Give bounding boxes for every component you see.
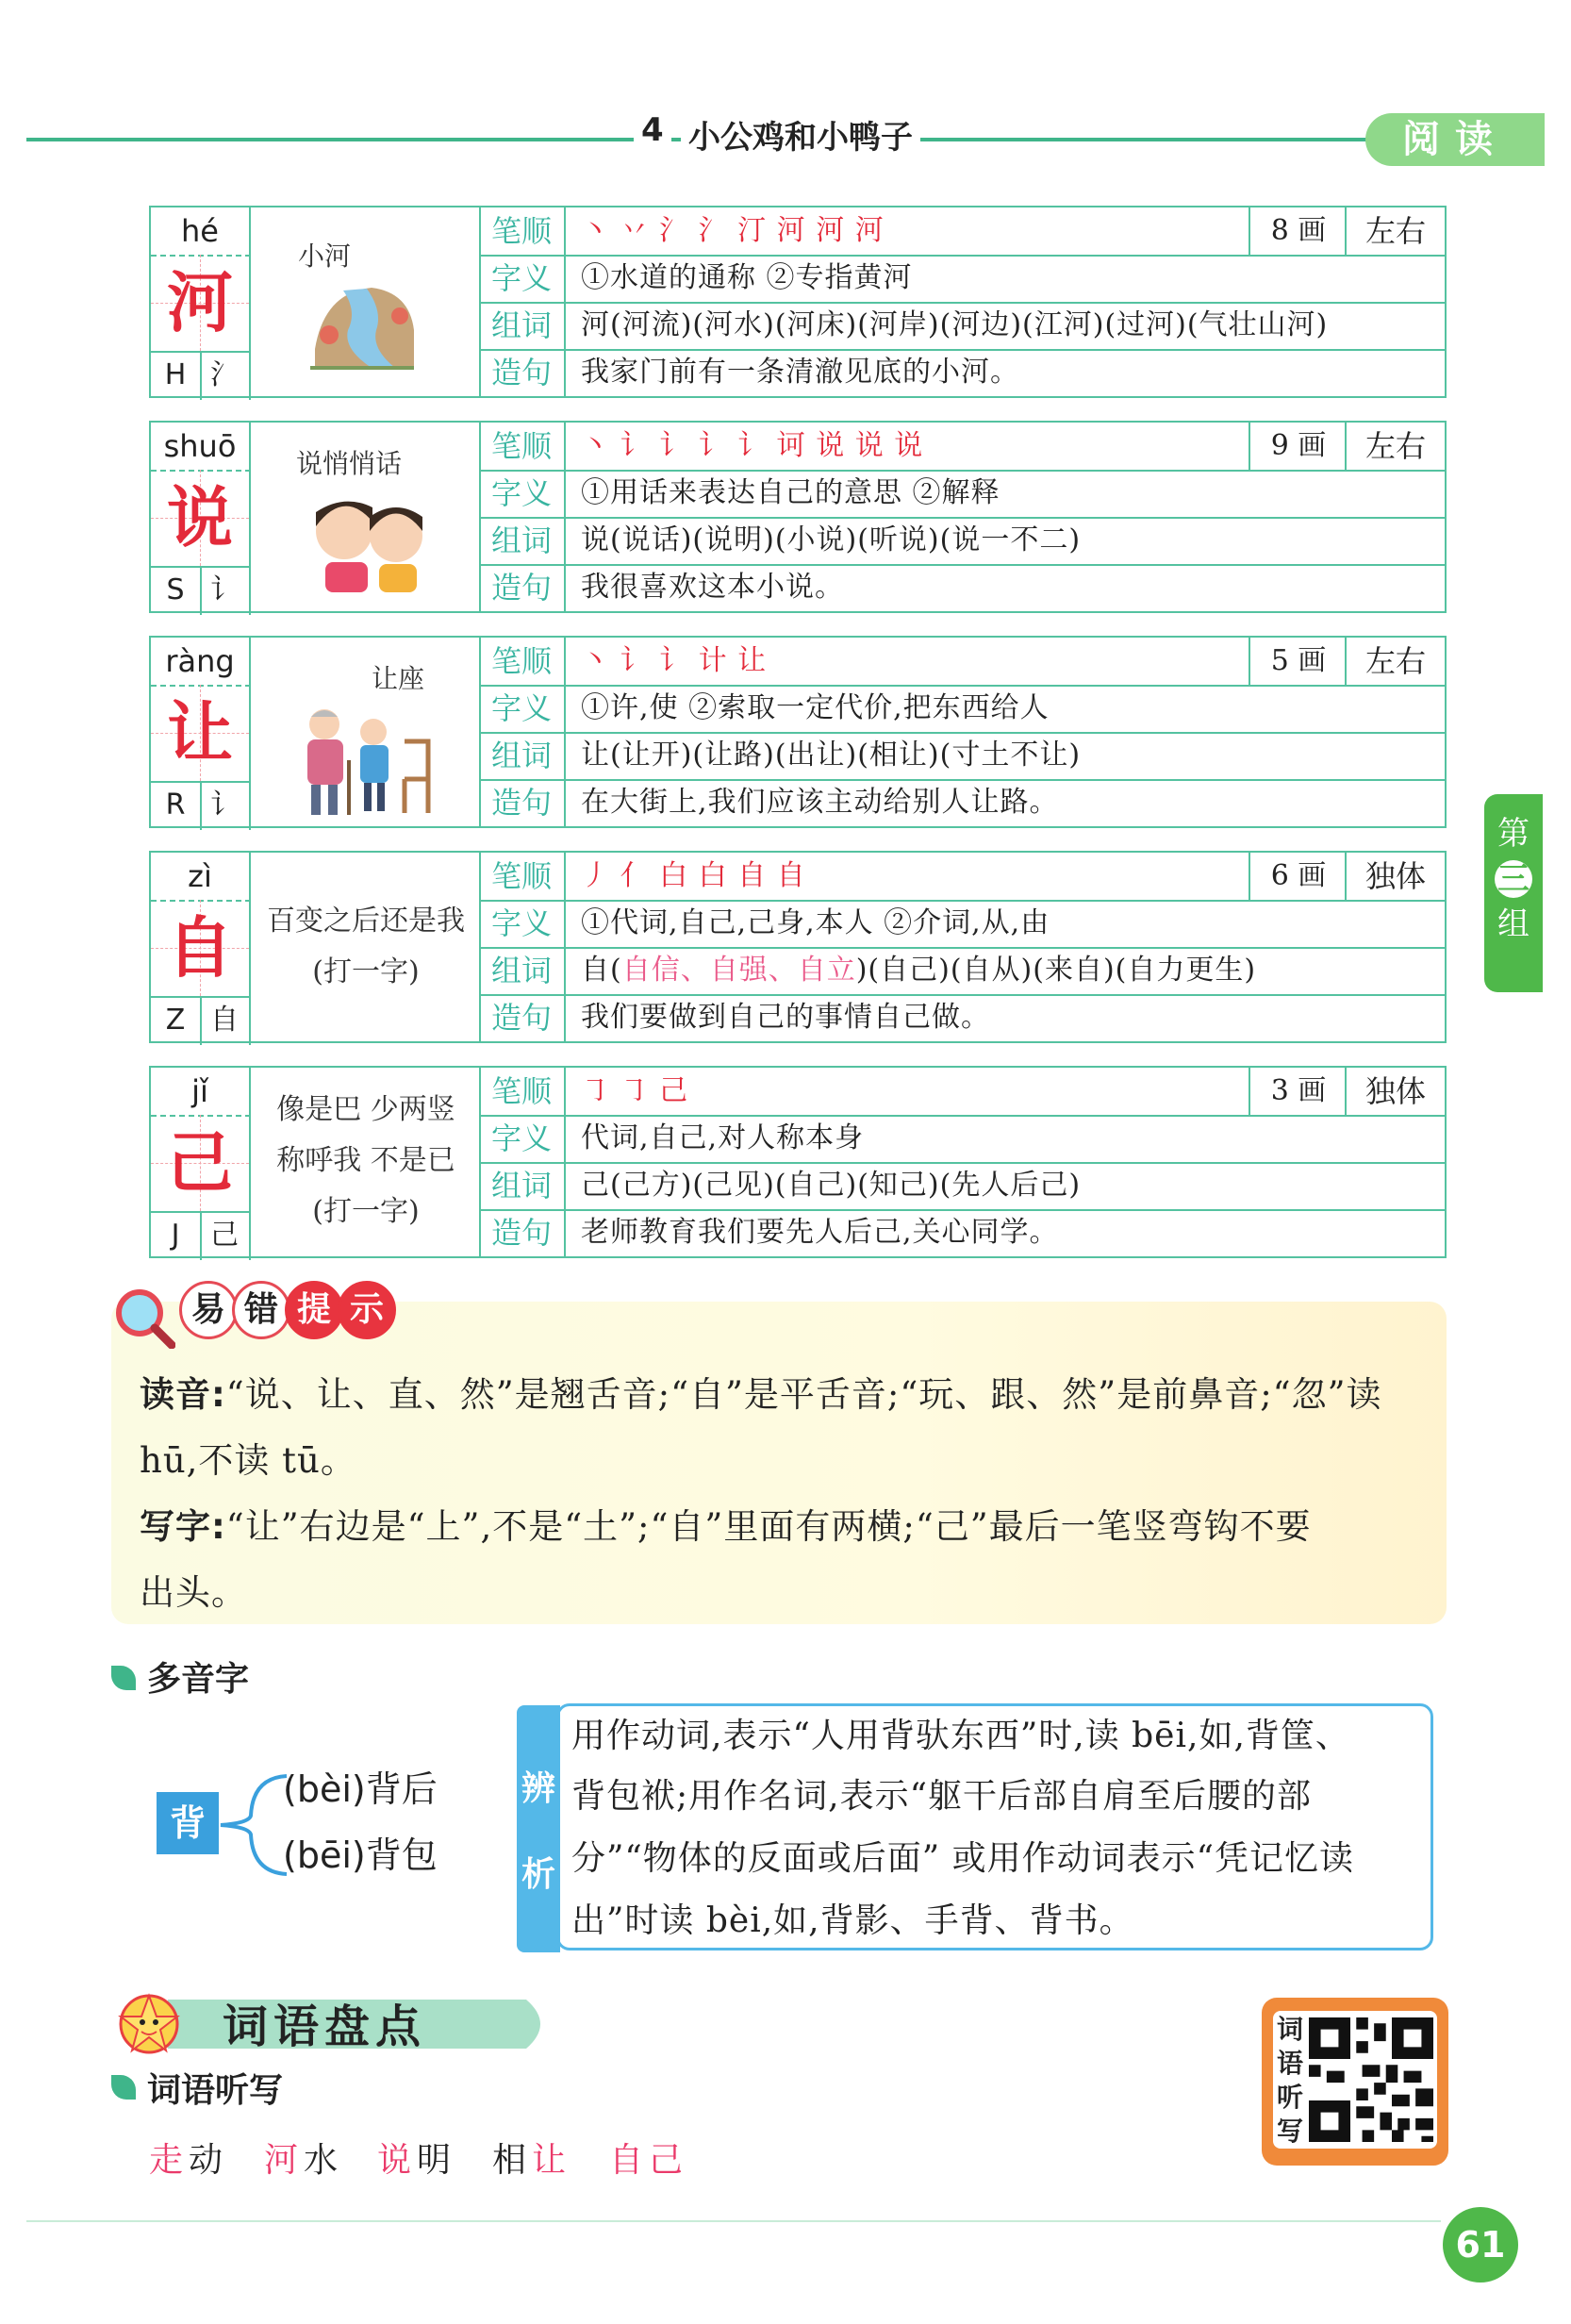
char-card-zi bbox=[149, 851, 1447, 1043]
magnifier-icon bbox=[111, 1285, 175, 1349]
char-card-ji bbox=[149, 1066, 1447, 1258]
label-strokes: 笔顺 bbox=[479, 853, 566, 900]
qr-label: 词 语 听 写 bbox=[1277, 2014, 1304, 2147]
pinyin: shuō bbox=[151, 423, 251, 472]
stroke-order: 丶 丷 氵 氵 汀 河 河 河 bbox=[581, 214, 885, 247]
label-sentence: 造句 bbox=[479, 564, 566, 611]
side-tab-top: 第 bbox=[1497, 815, 1530, 853]
hanzi: 自 bbox=[151, 900, 251, 996]
label-meaning: 字义 bbox=[479, 255, 566, 302]
section-tab: 阅读 bbox=[1365, 113, 1545, 166]
page-number: 61 bbox=[1443, 2207, 1518, 2282]
meaning: ①代词,自己,己身,本人 ②介词,从,由 bbox=[581, 906, 1050, 939]
initial-letter: J bbox=[151, 1211, 202, 1260]
label-words: 组词 bbox=[479, 732, 566, 779]
word-combos: 让(让开)(让路)(出让)(相让)(寸土不让) bbox=[581, 739, 1082, 772]
label-strokes: 笔顺 bbox=[479, 208, 566, 255]
char-info-rows bbox=[479, 853, 1445, 1043]
char-card-shuo bbox=[149, 421, 1447, 613]
leaf-icon bbox=[111, 1666, 136, 1690]
children-whispering-illustration bbox=[302, 489, 434, 592]
riddle-panel bbox=[249, 1068, 481, 1258]
structure: 独体 bbox=[1345, 853, 1445, 900]
unit-side-tab bbox=[1484, 794, 1543, 992]
word-combos: 河(河流)(河水)(河床)(河岸)(河边)(江河)(过河)(气壮山河) bbox=[581, 308, 1329, 341]
char-info-rows bbox=[479, 1068, 1445, 1258]
char-card-he bbox=[149, 206, 1447, 398]
pinyin: hé bbox=[151, 208, 251, 257]
meaning: 代词,自己,对人称本身 bbox=[581, 1121, 865, 1154]
illustration-caption: 让座 bbox=[372, 663, 425, 694]
label-sentence: 造句 bbox=[479, 994, 566, 1041]
side-tab-middle: 三 bbox=[1495, 860, 1532, 898]
lesson-title: 小公鸡和小鸭子 bbox=[681, 111, 920, 158]
example-sentence: 我很喜欢这本小说。 bbox=[581, 571, 844, 604]
stroke-count: 3 画 bbox=[1249, 1068, 1347, 1115]
label-meaning: 字义 bbox=[479, 470, 566, 517]
initial-letter: S bbox=[151, 566, 202, 615]
char-info-rows bbox=[479, 423, 1445, 613]
vocab-word: 走动 bbox=[149, 2141, 229, 2180]
analysis-line-2: 背包袱;用作名词,表示“躯干后部自肩至后腰的部 bbox=[571, 1777, 1312, 1816]
label-words: 组词 bbox=[479, 1162, 566, 1209]
polyphone-char: 背 bbox=[157, 1792, 219, 1854]
structure: 左右 bbox=[1345, 638, 1445, 685]
structure: 独体 bbox=[1345, 1068, 1445, 1115]
structure: 左右 bbox=[1345, 423, 1445, 470]
vocab-word: 说明 bbox=[377, 2141, 457, 2180]
brace-icon bbox=[215, 1768, 290, 1882]
vocab-word: 自己 bbox=[609, 2141, 689, 2180]
meaning: ①用话来表达自己的意思 ②解释 bbox=[581, 476, 1000, 509]
river-illustration bbox=[306, 274, 419, 377]
stroke-count: 5 画 bbox=[1249, 638, 1347, 685]
word-combos: 自(自信、自强、自立)(自己)(自从)(来自)(自力更生) bbox=[581, 954, 1257, 987]
pinyin: jǐ bbox=[151, 1068, 251, 1117]
lesson-number: 4 bbox=[634, 111, 671, 149]
hanzi: 让 bbox=[151, 685, 251, 781]
stroke-count: 9 画 bbox=[1249, 423, 1347, 470]
illustration-panel bbox=[249, 423, 481, 613]
highlighted-words: 自信、自强、自立 bbox=[621, 954, 856, 987]
riddle-text: 百变之后还是我 (打一字) bbox=[267, 905, 465, 988]
example-sentence: 老师教育我们要先人后己,关心同学。 bbox=[581, 1216, 1059, 1249]
stroke-order: ㇆ ㇆ 己 bbox=[581, 1074, 689, 1107]
leaf-icon bbox=[111, 2075, 136, 2100]
label-strokes: 笔顺 bbox=[479, 423, 566, 470]
analysis-tab: 辨 析 bbox=[517, 1705, 560, 1952]
radical: 己 bbox=[200, 1211, 251, 1260]
polyphone-reading-1: (bèi)背后 bbox=[283, 1768, 438, 1810]
radical: 氵 bbox=[200, 351, 251, 400]
illustration-caption: 小河 bbox=[298, 241, 352, 272]
stroke-order: 丿 亻 白 白 自 自 bbox=[581, 859, 806, 892]
pinyin: ràng bbox=[151, 638, 251, 687]
label-strokes: 笔顺 bbox=[479, 1068, 566, 1115]
analysis-line-4: 出”时读 bèi,如,背影、手背、背书。 bbox=[571, 1901, 1134, 1940]
structure: 左右 bbox=[1345, 208, 1445, 255]
stroke-count: 8 画 bbox=[1249, 208, 1347, 255]
pinyin: zì bbox=[151, 853, 251, 902]
analysis-line-3: 分”“物体的反面或后面” 或用作动词表示“凭记忆读 bbox=[571, 1839, 1355, 1878]
error-tip-title: 易 错 提 示 bbox=[179, 1281, 390, 1339]
example-sentence: 我家门前有一条清澈见底的小河。 bbox=[581, 356, 1019, 389]
illustration-panel bbox=[249, 208, 481, 398]
hanzi: 己 bbox=[151, 1115, 251, 1211]
label-strokes: 笔顺 bbox=[479, 638, 566, 685]
label-sentence: 造句 bbox=[479, 349, 566, 396]
footer-rule bbox=[26, 2220, 1441, 2222]
char-info-rows bbox=[479, 208, 1445, 398]
stroke-order: 丶 讠 讠 计 让 bbox=[581, 644, 768, 677]
qr-code-icon[interactable] bbox=[1309, 2017, 1433, 2143]
illustration-panel bbox=[249, 638, 481, 828]
hanzi: 河 bbox=[151, 255, 251, 351]
tip-writing-line-2: 出头。 bbox=[140, 1572, 247, 1613]
label-sentence: 造句 bbox=[479, 779, 566, 826]
example-sentence: 在大街上,我们应该主动给别人让路。 bbox=[581, 786, 1059, 819]
tip-writing-line: 写字:“让”右边是“上”,不是“土”;“自”里面有两横;“己”最后一笔竖弯钩不要 bbox=[140, 1506, 1312, 1547]
label-words: 组词 bbox=[479, 302, 566, 349]
meaning: ①水道的通称 ②专指黄河 bbox=[581, 261, 913, 294]
char-info-rows bbox=[479, 638, 1445, 828]
side-tab-bottom: 组 bbox=[1497, 905, 1530, 943]
label-words: 组词 bbox=[479, 947, 566, 994]
radical: 自 bbox=[200, 996, 251, 1045]
word-combos: 说(说话)(说明)(小说)(听说)(说一不二) bbox=[581, 523, 1082, 556]
char-card-rang bbox=[149, 636, 1447, 828]
label-meaning: 字义 bbox=[479, 900, 566, 947]
label-words: 组词 bbox=[479, 517, 566, 564]
stroke-order: 丶 讠 讠 讠 讠 诃 说 说 说 bbox=[581, 429, 924, 462]
polyphone-heading: 多音字 bbox=[147, 1660, 250, 1699]
analysis-line-1: 用作动词,表示“人用背驮东西”时,读 bēi,如,背筐、 bbox=[571, 1717, 1350, 1755]
meaning: ①许,使 ②索取一定代价,把东西给人 bbox=[581, 691, 1050, 724]
vocab-title: 词语盘点 bbox=[223, 2000, 427, 2053]
riddle-text: 像是巴 少两竖 称呼我 不是已 (打一字) bbox=[276, 1093, 455, 1228]
initial-letter: H bbox=[151, 351, 202, 400]
tip-reading-line: 读音:“说、让、直、然”是翘舌音;“自”是平舌音;“玩、跟、然”是前鼻音;“忽”读 bbox=[140, 1374, 1382, 1415]
initial-letter: Z bbox=[151, 996, 202, 1045]
illustration-caption: 说悄悄话 bbox=[296, 448, 403, 479]
label-meaning: 字义 bbox=[479, 1115, 566, 1162]
giving-seat-illustration bbox=[287, 704, 438, 817]
label-meaning: 字义 bbox=[479, 685, 566, 732]
tip-reading-line-2: hū,不读 tū。 bbox=[140, 1440, 356, 1481]
stroke-count: 6 画 bbox=[1249, 853, 1347, 900]
radical: 讠 bbox=[200, 566, 251, 615]
riddle-panel bbox=[249, 853, 481, 1043]
word-combos: 己(己方)(己见)(自己)(知己)(先人后己) bbox=[581, 1169, 1082, 1202]
example-sentence: 我们要做到自己的事情自己做。 bbox=[581, 1001, 990, 1034]
vocab-subheading: 词语听写 bbox=[147, 2071, 284, 2110]
polyphone-reading-2: (bēi)背包 bbox=[283, 1834, 438, 1876]
label-sentence: 造句 bbox=[479, 1209, 566, 1256]
vocab-word: 河水 bbox=[264, 2141, 344, 2180]
hanzi: 说 bbox=[151, 470, 251, 566]
initial-letter: R bbox=[151, 781, 202, 830]
vocab-word: 相让 bbox=[492, 2141, 572, 2180]
radical: 讠 bbox=[200, 781, 251, 830]
